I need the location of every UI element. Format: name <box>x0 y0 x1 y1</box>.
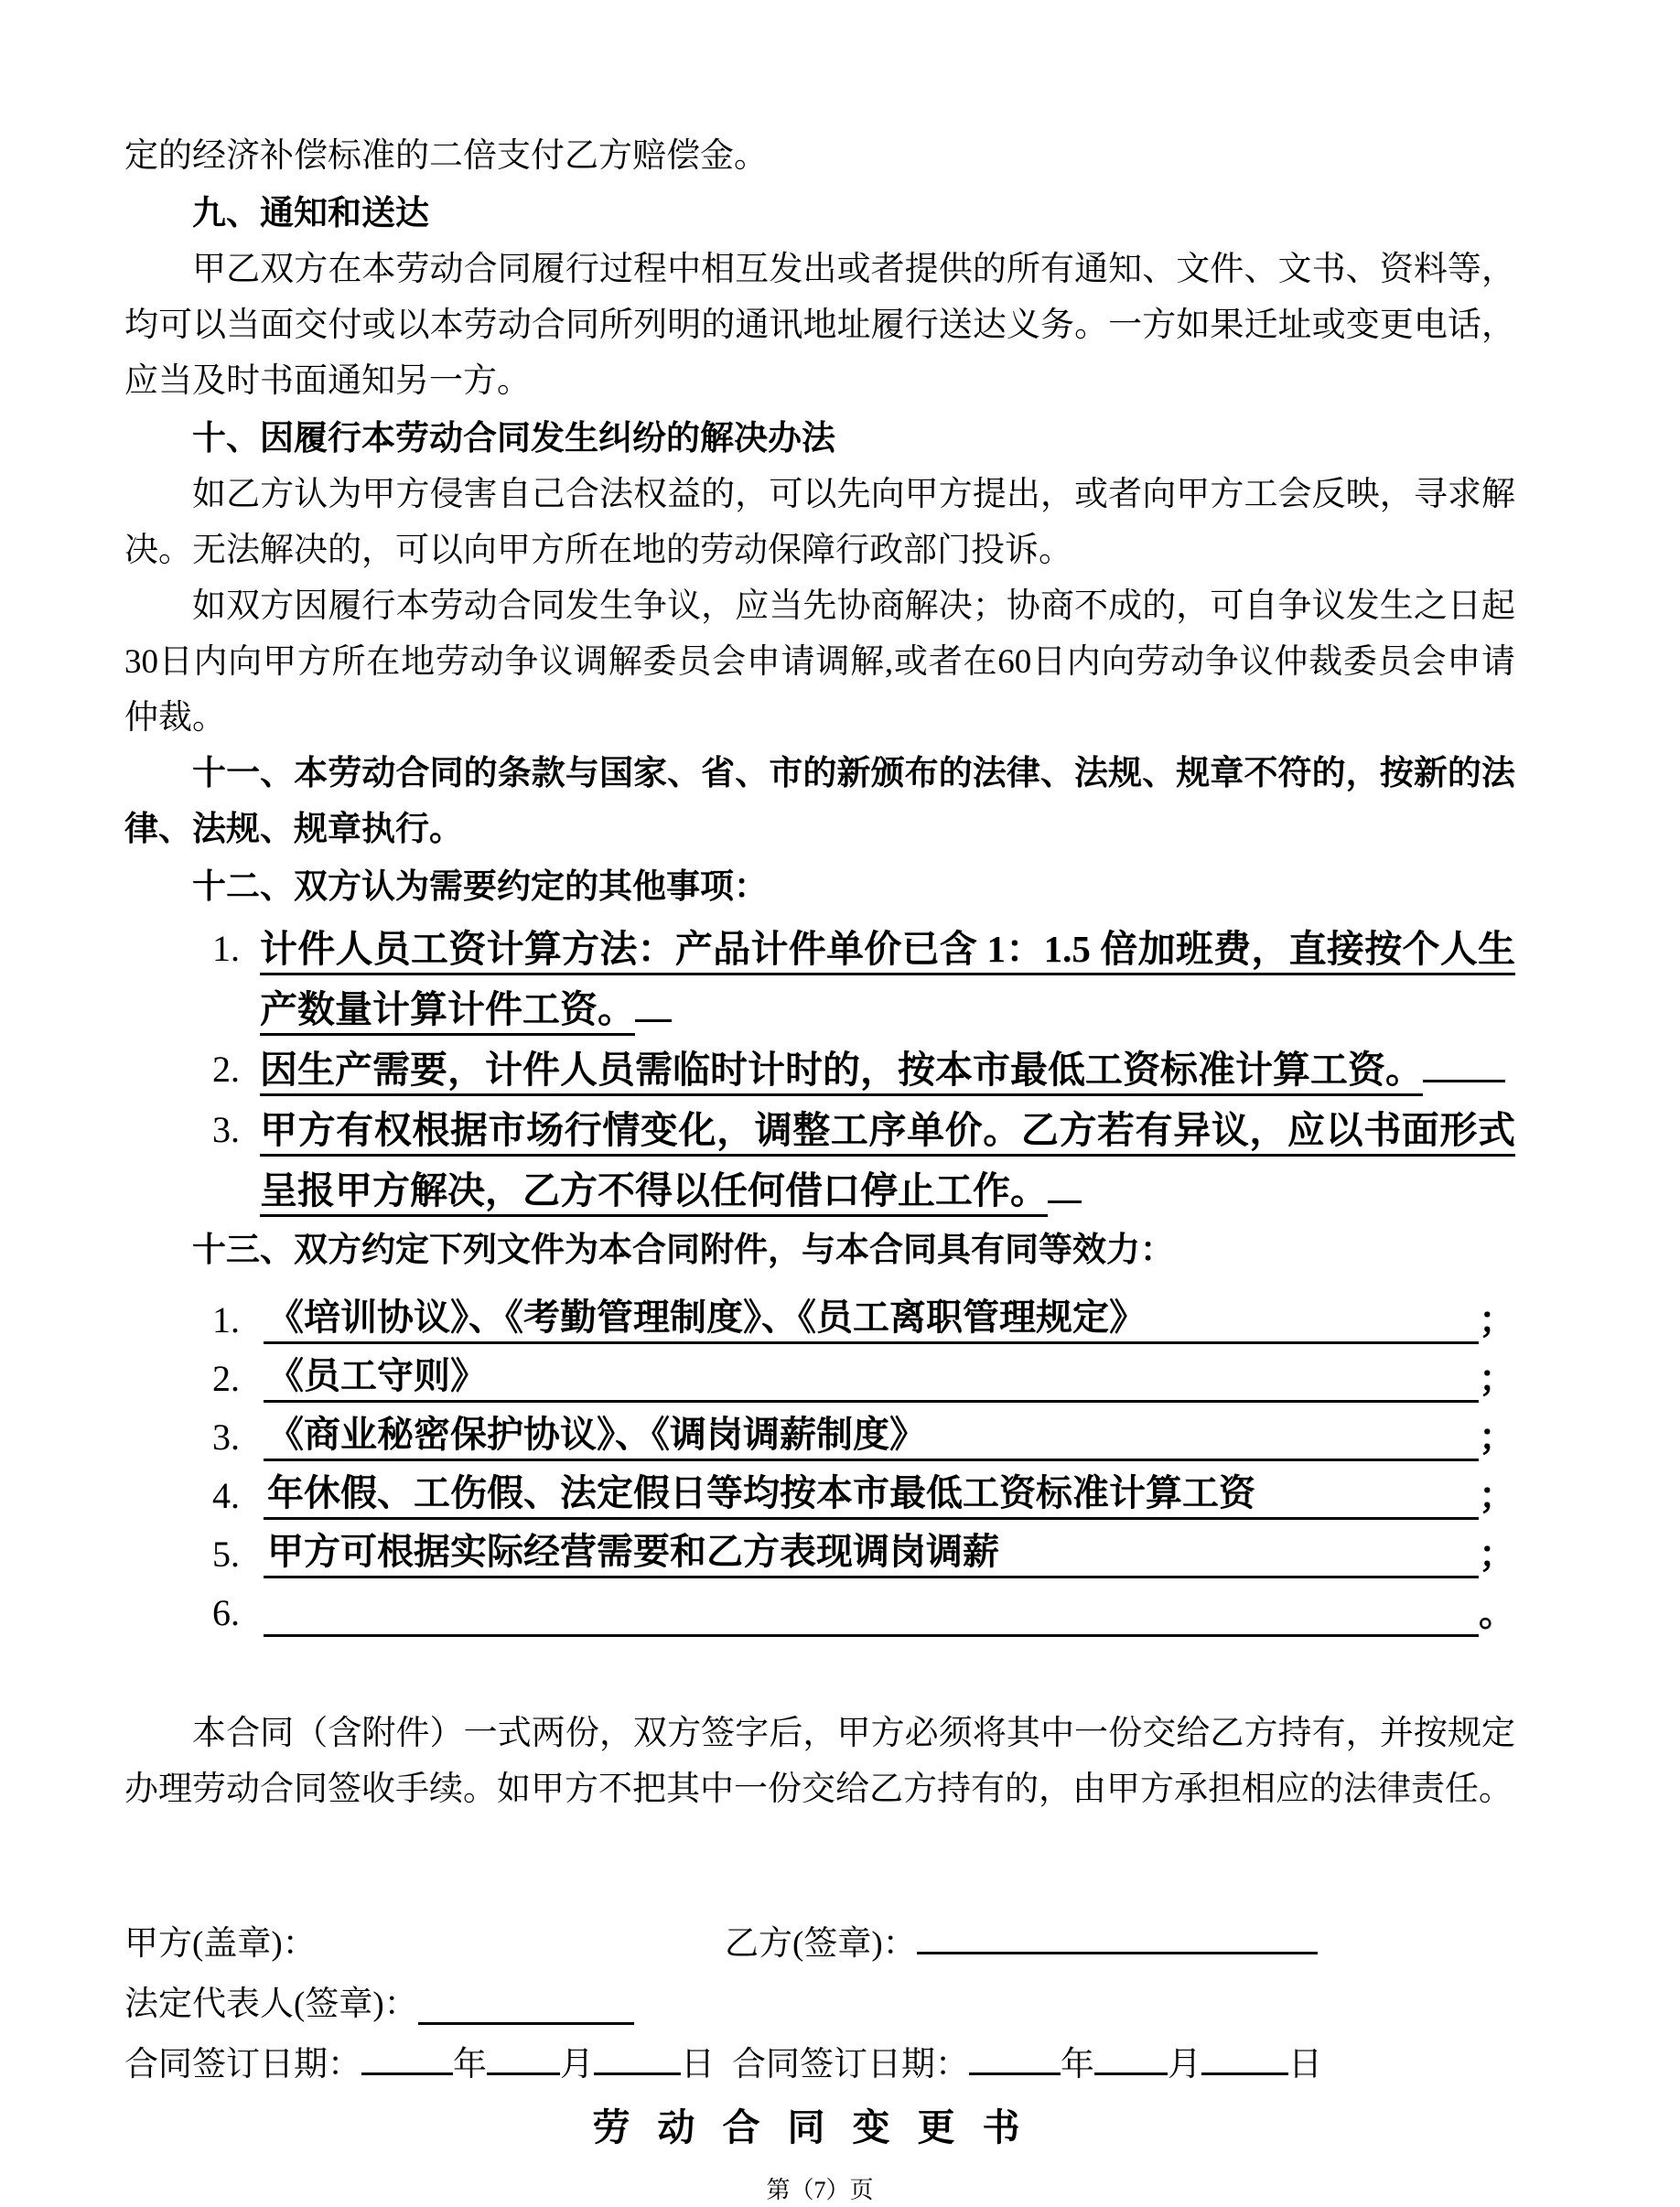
party-b-seal-label: 乙方(签章)： <box>725 1925 917 1963</box>
list-item <box>212 919 1515 1039</box>
section-10-heading: 十、因履行本劳动合同发生纠纷的解决办法 <box>192 420 835 458</box>
section-11-heading: 十一、本劳动合同的条款与国家、省、市的新颁布的法律、法规、规章不符的，按新的法律、法规、规章执行。 <box>124 755 1515 848</box>
month-blank <box>1094 2042 1168 2075</box>
date-group-party-a <box>124 2036 732 2085</box>
day-blank <box>594 2042 681 2075</box>
date-label-a: 合同签订日期： <box>124 2046 361 2083</box>
attachment-field <box>264 1528 1479 1578</box>
item-punctuation: 。 <box>1479 1592 1515 1633</box>
item-text: 因生产需要，计件人员需临时计时的，按本市最低工资标准计算工资。 <box>260 1049 1423 1091</box>
date-label-b: 合同签订日期： <box>732 2046 969 2083</box>
attachment-field <box>264 1411 1479 1461</box>
item-number: 2. <box>212 1358 240 1399</box>
attachment-item <box>212 1578 1515 1637</box>
month-label: 月 <box>560 2046 594 2083</box>
attachment-text: 甲方可根据实际经营需要和乙方表现调岗调薪 <box>267 1531 999 1572</box>
year-blank <box>361 2042 453 2075</box>
list-item <box>212 1039 1515 1100</box>
item-number: 3. <box>212 1109 240 1150</box>
signature-row-dates <box>124 2025 1515 2085</box>
item-number: 2. <box>212 1049 240 1090</box>
month-blank <box>487 2042 560 2075</box>
section-10-paragraph-2: 如双方因履行本劳动合同发生争议，应当先协商解决；协商不成的，可自争议发生之日起30日内向甲方所在地劳动争议调解委员会申请调解,或者在60日内向劳动争议仲裁委员会申请仲裁。 <box>124 587 1515 737</box>
item-punctuation: ； <box>1479 1358 1515 1399</box>
attachment-item <box>212 1520 1515 1578</box>
item-text: 计件人员工资计算方法：产品计件单价已含 1：1.5 倍加班费，直接按个人生产数量计算计件工资。 <box>260 928 1515 1030</box>
item-text-wrap <box>260 1100 1515 1221</box>
signature-row-legal-rep <box>124 1965 1515 2025</box>
item-number: 3. <box>212 1416 240 1458</box>
year-label: 年 <box>453 2046 487 2083</box>
month-label: 月 <box>1168 2046 1201 2083</box>
page-number: 第（7）页 <box>766 2177 874 2203</box>
party-b-signature-blank <box>917 1922 1318 1954</box>
list-item <box>212 1100 1515 1221</box>
attachment-item <box>212 1461 1515 1520</box>
closing-paragraph: 本合同（含附件）一式两份，双方签字后，甲方必须将其中一份交给乙方持有，并按规定办理劳动合同签收手续。如甲方不把其中一份交给乙方持有的，由甲方承担相应的法律责任。 <box>124 1715 1515 1808</box>
attachment-field <box>264 1294 1479 1344</box>
item-number: 1. <box>212 1299 240 1340</box>
section-10-paragraph-1: 如乙方认为甲方侵害自己合法权益的，可以先向甲方提出，或者向甲方工会反映，寻求解决。无法解决的，可以向甲方所在地的劳动保障行政部门投诉。 <box>124 476 1515 569</box>
attachment-item <box>212 1344 1515 1403</box>
attachments-list <box>124 1286 1515 1637</box>
item-number: 5. <box>212 1534 240 1575</box>
item-number: 6. <box>212 1592 240 1633</box>
underline-extension <box>1048 1172 1082 1203</box>
amendment-document-title: 劳动合同变更书 <box>592 2106 1048 2148</box>
date-group-party-b <box>732 2036 1322 2085</box>
attachment-field <box>264 1352 1479 1403</box>
section-9-paragraph: 甲乙双方在本劳动合同履行过程中相互发出或者提供的所有通知、文件、文书、资料等，均可以当面交付或以本劳动合同所列明的通讯地址履行送达义务。一方如果迁址或变更电话，应当及时书面通知另一方。 <box>124 251 1515 400</box>
year-label: 年 <box>1061 2046 1094 2083</box>
signature-row-seals <box>124 1904 1515 1965</box>
day-label: 日 <box>681 2046 715 2083</box>
year-blank <box>969 2042 1061 2075</box>
attachment-field <box>264 1470 1479 1520</box>
other-matters-list <box>124 919 1515 1221</box>
item-punctuation: ； <box>1479 1534 1515 1575</box>
section-9-heading: 九、通知和送达 <box>192 195 429 232</box>
item-punctuation: ； <box>1479 1299 1515 1340</box>
attachment-text: 《员工守则》 <box>267 1355 487 1396</box>
attachment-item <box>212 1286 1515 1344</box>
attachment-text: 《商业秘密保护协议》、《调岗调薪制度》 <box>267 1414 926 1455</box>
attachment-text: 年休假、工伤假、法定假日等均按本市最低工资标准计算工资 <box>267 1472 1255 1513</box>
party-b-group <box>725 1915 1318 1965</box>
item-number: 4. <box>212 1475 240 1516</box>
item-number: 1. <box>212 928 240 969</box>
party-a-seal-label: 甲方(盖章)： <box>124 1925 317 1963</box>
legal-rep-signature-blank <box>418 1992 634 2025</box>
day-label: 日 <box>1288 2046 1322 2083</box>
attachment-item <box>212 1403 1515 1461</box>
underline-extension <box>1423 1051 1505 1082</box>
underline-extension <box>635 991 672 1022</box>
item-punctuation: ； <box>1479 1416 1515 1458</box>
section-13-heading: 十三、双方约定下列文件为本合同附件，与本合同具有同等效力： <box>192 1232 1174 1269</box>
legal-rep-label: 法定代表人(签章)： <box>124 1986 418 2023</box>
attachment-text: 《培训协议》、《考勤管理制度》、《员工离职管理规定》 <box>267 1297 1146 1338</box>
item-text-wrap <box>260 1039 1515 1100</box>
attachment-field <box>264 1634 1479 1637</box>
item-punctuation: ； <box>1479 1475 1515 1516</box>
signature-block <box>124 1904 1515 2085</box>
section-12-heading: 十二、双方认为需要约定的其他事项： <box>192 868 768 906</box>
day-blank <box>1201 2042 1288 2075</box>
item-text: 甲方有权根据市场行情变化，调整工序单价。乙方若有异议，应以书面形式呈报甲方解决，乙方不得以任何借口停止工作。 <box>260 1109 1515 1211</box>
item-text-wrap <box>260 919 1515 1039</box>
continuation-line: 定的经济补偿标准的二倍支付乙方赔偿金。 <box>124 137 768 175</box>
